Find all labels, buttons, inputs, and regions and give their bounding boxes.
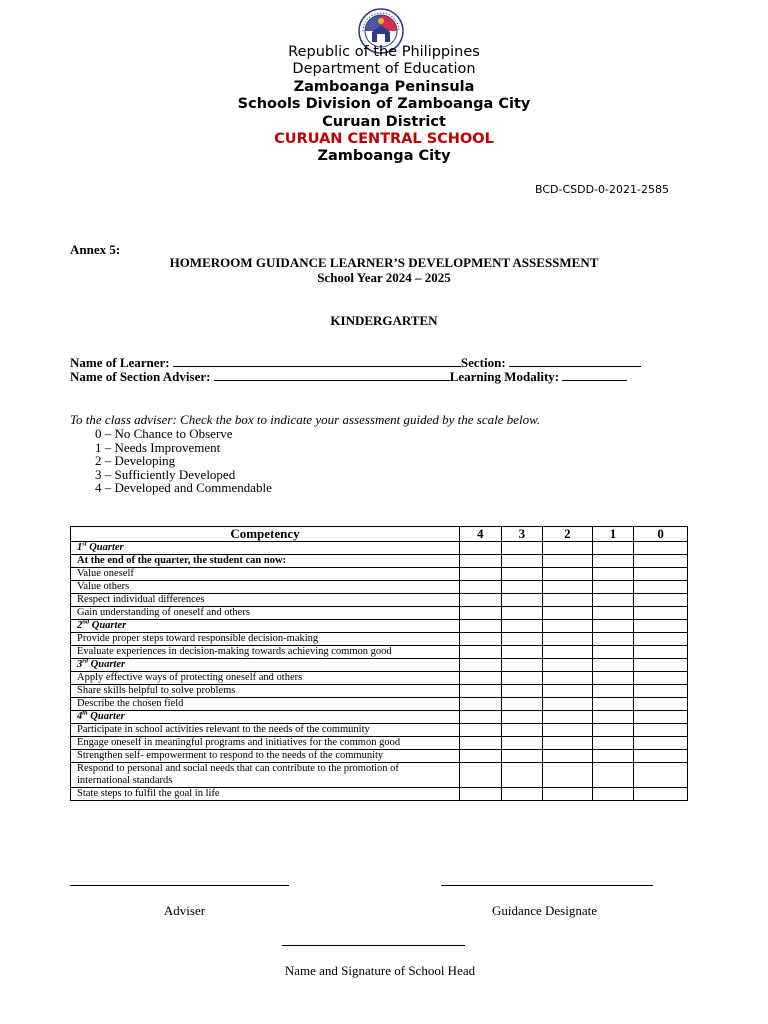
rating-cell-2[interactable] [543, 607, 593, 620]
scale-item: 1 – Needs Improvement [95, 439, 221, 455]
rating-cell-0[interactable] [634, 724, 688, 737]
rating-cell-4 [460, 659, 502, 672]
rating-cell-4[interactable] [460, 672, 502, 685]
rating-cell-4[interactable] [460, 698, 502, 711]
table-row [71, 581, 688, 594]
rating-cell-2[interactable] [543, 763, 593, 788]
rating-cell-2[interactable] [543, 737, 593, 750]
competency-label: Engage oneself in meaningful programs and initiatives for the common good [71, 737, 460, 750]
instructions-text: To the class adviser: Check the box to indicate your assessment guided by the scale below. [70, 412, 541, 427]
quarter-number: 4 [77, 711, 83, 722]
rating-cell-1 [592, 711, 634, 724]
rating-cell-3 [501, 711, 543, 724]
rating-cell-3 [501, 659, 543, 672]
column-header-3: 3 [501, 527, 543, 542]
table-row [71, 594, 688, 607]
competency-label: Evaluate experiences in decision-making towards achieving common good [71, 646, 460, 659]
competency-label: Respond to personal and social needs that can contribute to the promotion of international standards [71, 763, 460, 788]
division-line: Schools Division of Zamboanga City [237, 96, 531, 113]
quarter-number: 3 [77, 659, 83, 670]
section-label: Section: [460, 355, 506, 370]
column-header-0: 0 [634, 527, 688, 542]
adviser-row [70, 369, 627, 385]
rating-cell-1[interactable] [592, 646, 634, 659]
competency-label: Describe the chosen field [71, 698, 460, 711]
rating-cell-0[interactable] [634, 737, 688, 750]
competency-label: Strengthen self- empowerment to respond to the needs of the community [71, 750, 460, 763]
guidance-designate-label: Guidance Designate [491, 903, 598, 918]
table-row [71, 568, 688, 581]
learner-name-field[interactable] [173, 355, 461, 367]
school-name: CURUAN CENTRAL SCHOOL [274, 131, 494, 148]
rating-cell-2 [543, 620, 593, 633]
rating-cell-2 [543, 555, 593, 568]
rating-cell-4[interactable] [460, 633, 502, 646]
table-row [71, 646, 688, 659]
rating-cell-3[interactable] [501, 685, 543, 698]
rating-cell-3[interactable] [501, 763, 543, 788]
district-line: Curuan District [322, 113, 446, 130]
rating-cell-1[interactable] [592, 698, 634, 711]
rating-cell-3[interactable] [501, 633, 543, 646]
school-head-signature-line[interactable] [282, 945, 465, 946]
rating-cell-0 [634, 555, 688, 568]
rating-cell-0[interactable] [634, 607, 688, 620]
rating-cell-1 [592, 659, 634, 672]
rating-cell-0[interactable] [634, 568, 688, 581]
rating-cell-3 [501, 555, 543, 568]
grade-level: KINDERGARTEN [330, 313, 438, 328]
rating-cell-3[interactable] [501, 568, 543, 581]
school-head-label: Name and Signature of School Head [284, 963, 476, 978]
scale-item: 4 – Developed and Commendable [95, 480, 272, 496]
rating-cell-2[interactable] [543, 672, 593, 685]
rating-cell-1 [592, 542, 634, 555]
competency-label: Participate in school activities relevant to the needs of the community [71, 724, 460, 737]
school-year: School Year 2024 – 2025 [317, 270, 451, 285]
rating-cell-1 [592, 555, 634, 568]
rating-cell-4[interactable] [460, 724, 502, 737]
competency-label [71, 620, 460, 633]
rating-cell-4 [460, 542, 502, 555]
competency-label: State steps to fulfil the goal in life [71, 788, 460, 801]
section-field[interactable] [509, 355, 641, 367]
rating-cell-1[interactable] [592, 607, 634, 620]
rating-cell-2[interactable] [543, 685, 593, 698]
table-body [71, 542, 688, 801]
rating-cell-4[interactable] [460, 737, 502, 750]
rating-cell-3[interactable] [501, 750, 543, 763]
rating-cell-0 [634, 659, 688, 672]
rating-cell-2[interactable] [543, 698, 593, 711]
quarter-number: 2 [77, 620, 83, 631]
rating-cell-3[interactable] [501, 788, 543, 801]
rating-cell-2[interactable] [543, 724, 593, 737]
competency-label: Apply effective ways of protecting oneself and others [71, 672, 460, 685]
city-line: Zamboanga City [317, 148, 451, 165]
ordinal-suffix: st [82, 540, 87, 548]
rating-cell-0[interactable] [634, 581, 688, 594]
scale-item: 0 – No Chance to Observe [95, 426, 233, 441]
rating-cell-2 [543, 659, 593, 672]
rating-cell-3 [501, 620, 543, 633]
quarter-label: Quarter [86, 542, 124, 553]
rating-cell-2[interactable] [543, 633, 593, 646]
rating-cell-1[interactable] [592, 594, 634, 607]
republic-line: Republic of the Philippines [288, 44, 480, 60]
rating-cell-0 [634, 711, 688, 724]
rating-cell-4[interactable] [460, 788, 502, 801]
rating-cell-1[interactable] [592, 724, 634, 737]
letterhead [0, 44, 768, 166]
competency-label: At the end of the quarter, the student can now: [71, 555, 460, 568]
quarter-row [71, 620, 688, 633]
competency-label: Provide proper steps toward responsible decision-making [71, 633, 460, 646]
column-header-1: 1 [592, 527, 634, 542]
rating-cell-3[interactable] [501, 737, 543, 750]
rating-cell-3[interactable] [501, 672, 543, 685]
reference-code: BCD-CSDD-0-2021-2585 [535, 183, 669, 196]
competency-label [71, 542, 460, 555]
rating-cell-2[interactable] [543, 646, 593, 659]
column-header-2: 2 [543, 527, 593, 542]
table-row [71, 698, 688, 711]
rating-cell-3[interactable] [501, 594, 543, 607]
rating-cell-2[interactable] [543, 594, 593, 607]
rating-cell-0[interactable] [634, 594, 688, 607]
rating-cell-1[interactable] [592, 788, 634, 801]
rating-cell-2 [543, 542, 593, 555]
annex-label: Annex 5: [70, 242, 121, 257]
rating-cell-4[interactable] [460, 594, 502, 607]
rating-cell-1[interactable] [592, 581, 634, 594]
ordinal-suffix: nd [82, 618, 90, 626]
quarter-number: 1 [77, 542, 83, 553]
rating-cell-1[interactable] [592, 685, 634, 698]
rating-cell-0 [634, 542, 688, 555]
department-line: Department of Education [292, 61, 476, 78]
rating-cell-4 [460, 620, 502, 633]
rating-cell-1[interactable] [592, 633, 634, 646]
rating-cell-3[interactable] [501, 581, 543, 594]
rating-cell-0[interactable] [634, 633, 688, 646]
rating-cell-0[interactable] [634, 698, 688, 711]
rating-cell-2[interactable] [543, 788, 593, 801]
table-row [71, 607, 688, 620]
rating-cell-4[interactable] [460, 646, 502, 659]
quarter-row [71, 659, 688, 672]
competency-label: Value oneself [71, 568, 460, 581]
column-header-competency: Competency [71, 527, 460, 542]
rating-cell-1 [592, 620, 634, 633]
rating-cell-2[interactable] [543, 750, 593, 763]
rating-scale [95, 427, 272, 495]
guidance-signature-line[interactable] [441, 885, 653, 886]
rating-cell-4 [460, 711, 502, 724]
scale-item: 3 – Sufficiently Developed [95, 466, 236, 482]
adviser-label: Adviser [163, 903, 206, 918]
rating-cell-1[interactable] [592, 568, 634, 581]
modality-label: Learning Modality: [449, 369, 560, 384]
rating-cell-3[interactable] [501, 724, 543, 737]
adviser-name-field[interactable] [214, 369, 450, 381]
quarter-label: Quarter [89, 620, 127, 631]
competency-label: Respect individual differences [71, 594, 460, 607]
rating-cell-1[interactable] [592, 763, 634, 788]
region-line: Zamboanga Peninsula [293, 78, 475, 95]
table-row [71, 633, 688, 646]
competency-label: Value others [71, 581, 460, 594]
rating-cell-3[interactable] [501, 646, 543, 659]
rating-cell-4[interactable] [460, 763, 502, 788]
table-row [71, 672, 688, 685]
rating-cell-0[interactable] [634, 788, 688, 801]
rating-cell-0 [634, 620, 688, 633]
table-row [71, 737, 688, 750]
table-row [71, 750, 688, 763]
rating-cell-3[interactable] [501, 698, 543, 711]
document-title: HOMEROOM GUIDANCE LEARNER’S DEVELOPMENT ASSESSMENT [169, 255, 599, 270]
rating-cell-1[interactable] [592, 737, 634, 750]
rating-cell-2[interactable] [543, 568, 593, 581]
rating-cell-4[interactable] [460, 750, 502, 763]
adviser-signature-line[interactable] [70, 885, 289, 886]
section-heading-row [71, 555, 688, 568]
rating-cell-0[interactable] [634, 685, 688, 698]
ordinal-suffix: th [82, 709, 88, 717]
modality-field[interactable] [562, 369, 627, 381]
rating-cell-1[interactable] [592, 672, 634, 685]
rating-cell-4[interactable] [460, 568, 502, 581]
rating-cell-0[interactable] [634, 750, 688, 763]
rating-cell-0[interactable] [634, 672, 688, 685]
rating-cell-4[interactable] [460, 581, 502, 594]
rating-cell-0[interactable] [634, 646, 688, 659]
rating-cell-4[interactable] [460, 607, 502, 620]
learner-name-label: Name of Learner: [70, 355, 170, 370]
competency-table [70, 526, 688, 801]
table-row [71, 685, 688, 698]
quarter-label: Quarter [87, 711, 125, 722]
competency-label [71, 711, 460, 724]
rating-cell-2 [543, 711, 593, 724]
rating-cell-4 [460, 555, 502, 568]
rating-cell-3 [501, 542, 543, 555]
competency-label: Gain understanding of oneself and others [71, 607, 460, 620]
table-row [71, 724, 688, 737]
competency-label: Share skills helpful to solve problems [71, 685, 460, 698]
table-header-row [71, 527, 688, 542]
quarter-label: Quarter [88, 659, 126, 670]
ordinal-suffix: rd [82, 657, 89, 665]
rating-cell-2[interactable] [543, 581, 593, 594]
rating-cell-3[interactable] [501, 607, 543, 620]
table-row [71, 763, 688, 788]
adviser-name-label: Name of Section Adviser: [70, 369, 211, 384]
rating-cell-1[interactable] [592, 750, 634, 763]
quarter-row [71, 542, 688, 555]
rating-cell-0[interactable] [634, 763, 688, 788]
rating-cell-4[interactable] [460, 685, 502, 698]
quarter-row [71, 711, 688, 724]
table-row [71, 788, 688, 801]
competency-label [71, 659, 460, 672]
column-header-4: 4 [460, 527, 502, 542]
scale-item: 2 – Developing [95, 453, 176, 469]
